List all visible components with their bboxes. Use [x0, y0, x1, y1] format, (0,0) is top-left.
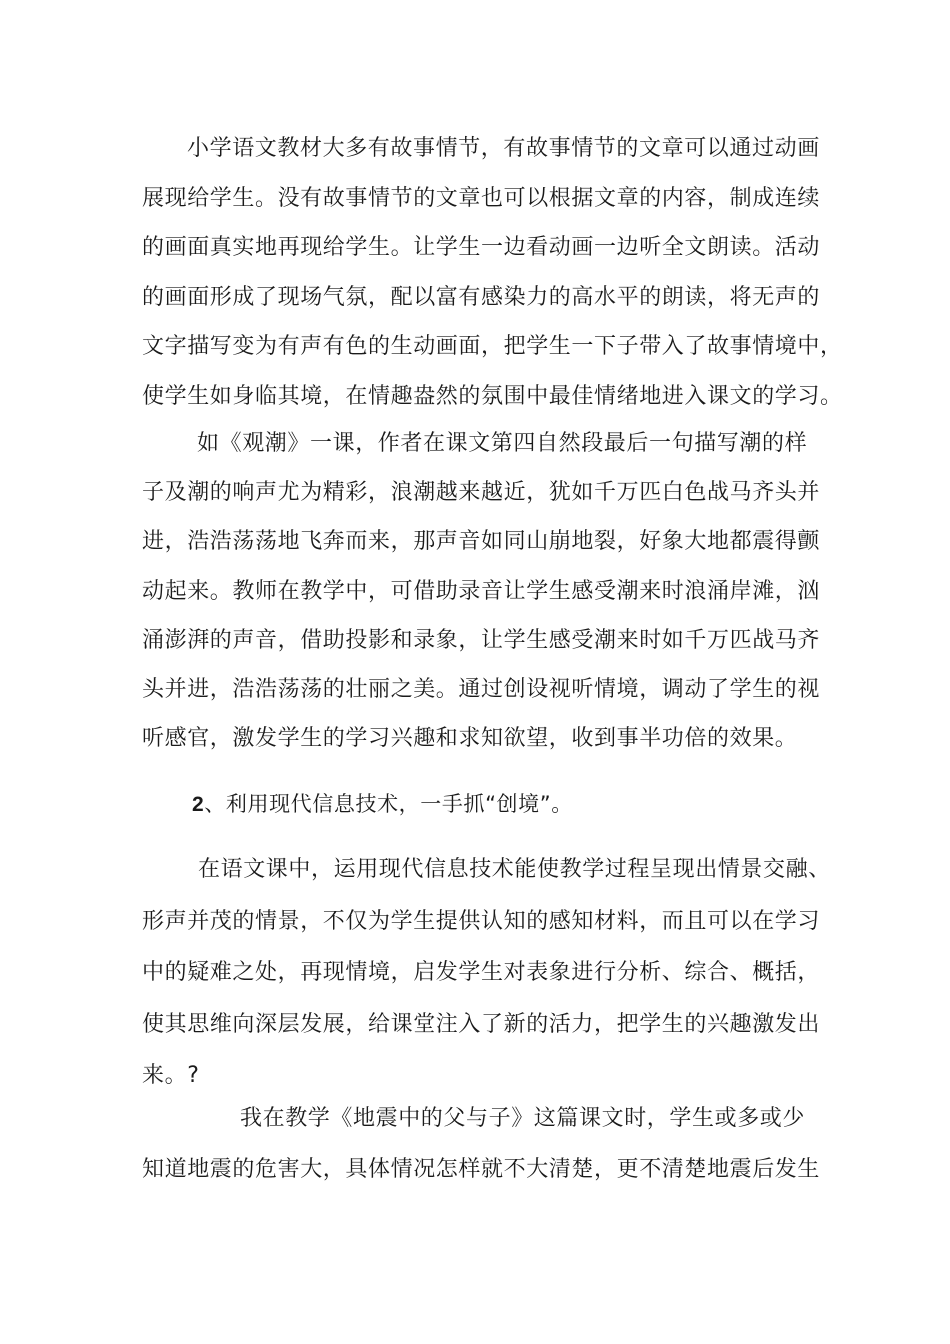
heading-text: 、利用现代信息技术，一手抓“创境”。	[204, 792, 573, 816]
text-line: 文字描写变为有声有色的生动画面，把学生一下子带入了故事情境中，	[142, 334, 843, 359]
text-line: 进，浩浩荡荡地飞奔而来，那声音如同山崩地裂，好象大地都震得颤	[142, 529, 821, 555]
text-line: 动起来。教师在教学中，可借助录音让学生感受潮来时浪涌岸滩，汹	[142, 578, 821, 604]
paragraph-2	[142, 419, 842, 763]
text-line: 形声并茂的情景，不仅为学生提供认知的感知材料，而且可以在学习	[142, 908, 821, 934]
text-line: 小学语文教材大多有故事情节，有故事情节的文章可以通过动画	[187, 136, 820, 161]
text-line: 知道地震的危害大，具体情况怎样就不大清楚，更不清楚地震后发生	[142, 1157, 821, 1182]
paragraph-1	[142, 124, 842, 421]
text-line: 的画面真实地再现给学生。让学生一边看动画一边听全文朗读。活动	[142, 235, 821, 260]
paragraph-3	[142, 844, 842, 1102]
text-line: 我在教学《地震中的父与子》这篇课文时，学生或多或少	[240, 1106, 806, 1131]
text-line: 来。?	[142, 1063, 200, 1088]
text-line: 中的疑难之处，再现情境，启发学生对表象进行分析、综合、概括，	[142, 960, 821, 985]
section-heading	[142, 786, 842, 823]
text-line: 涌澎湃的声音，借助投影和录象，让学生感受潮来时如千万匹战马齐	[142, 627, 821, 653]
text-line: 在语文课中，运用现代信息技术能使教学过程呈现出情景交融、	[198, 857, 831, 882]
text-line: 使其思维向深层发展，给课堂注入了新的活力，把学生的兴趣激发出	[142, 1011, 821, 1037]
text-line: 如《观潮》一课，作者在课文第四自然段最后一句描写潮的样	[197, 431, 808, 456]
text-line: 听感官，激发学生的学习兴趣和求知欲望，收到事半功倍的效果。	[142, 726, 798, 752]
text-line: 头并进，浩浩荡荡的壮丽之美。通过创设视听情境，调动了学生的视	[142, 677, 821, 703]
text-line: 展现给学生。没有故事情节的文章也可以根据文章的内容，制成连续	[142, 185, 821, 211]
paragraph-4	[142, 1093, 842, 1195]
heading-number: 2	[192, 793, 205, 816]
text-line: 的画面形成了现场气氛，配以富有感染力的高水平的朗读，将无声的	[142, 284, 821, 310]
heading-line	[142, 786, 842, 823]
text-line: 使学生如身临其境，在情趣盎然的氛围中最佳情绪地进入课文的学习。	[142, 383, 843, 409]
text-line: 子及潮的响声尤为精彩，浪潮越来越近，犹如千万匹白色战马齐头并	[142, 480, 821, 506]
